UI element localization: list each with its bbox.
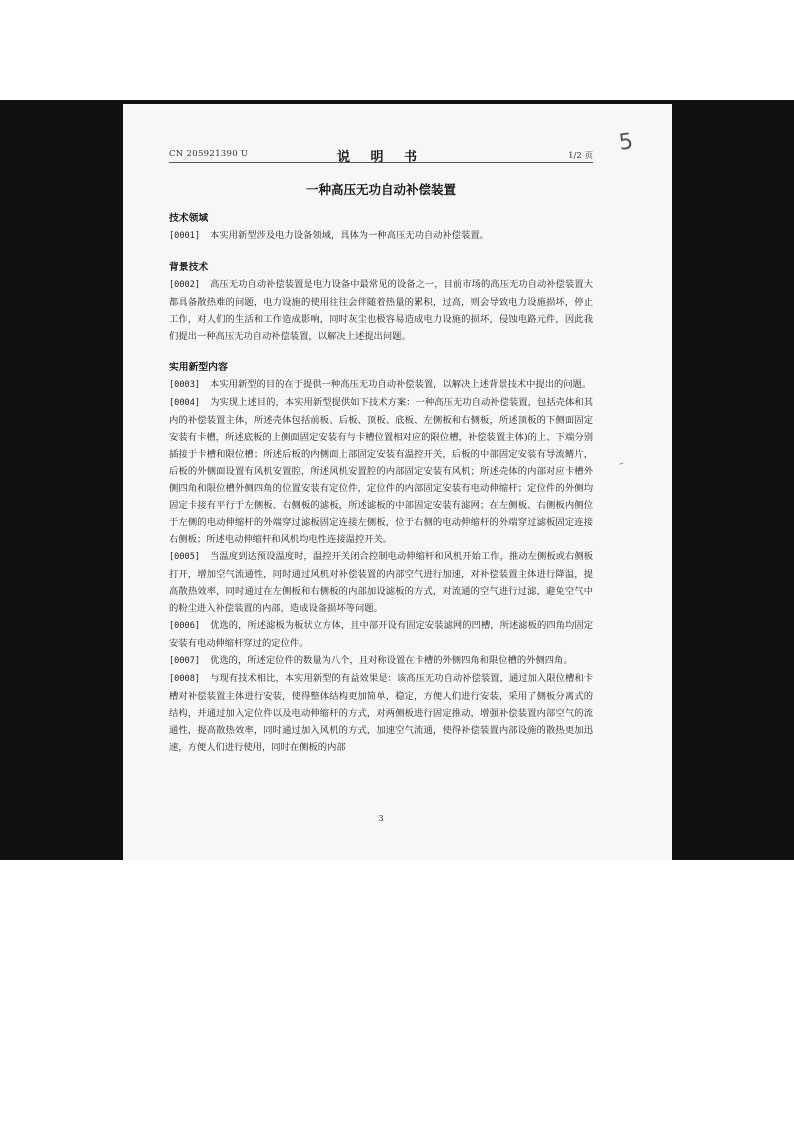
paragraph-text: 本实用新型的目的在于提供一种高压无功自动补偿装置，以解决上述背景技术中提出的问题。 (210, 379, 592, 390)
document-body (169, 210, 593, 756)
scanned-page-frame (0, 100, 794, 860)
paragraph-number: [0001] (169, 231, 201, 241)
paragraph (169, 670, 593, 756)
paragraph-number: [0005] (169, 552, 201, 562)
paragraph-number: [0004] (169, 398, 201, 408)
paragraph-number: [0006] (169, 621, 201, 631)
section-heading: 背景技术 (169, 262, 209, 273)
paragraph-number: [0003] (169, 380, 201, 390)
paragraph (169, 276, 593, 345)
paragraph-number: [0008] (169, 674, 201, 684)
scan-border-right (672, 100, 794, 860)
paragraph (169, 227, 593, 245)
page-header (169, 146, 593, 165)
paragraph-text: 优选的，所述定位件的数量为八个，且对称设置在卡槽的外侧四角和限位槽的外侧四角。 (210, 655, 573, 666)
scan-border-left (0, 100, 123, 860)
section-heading: 实用新型内容 (169, 362, 228, 373)
paragraph (169, 376, 593, 394)
handwritten-page-mark: 5 (617, 129, 635, 156)
document-type-title: 说 明 书 (336, 150, 426, 165)
page-number: 3 (378, 814, 384, 824)
paragraph-number: [0002] (169, 280, 201, 290)
paragraph-text: 优选的，所述滤板为板状立方体，且中部开设有固定安装滤网的凹槽，所述滤板的四角均固定安装有电动伸缩杆穿过的定位件。 (169, 620, 593, 649)
patent-title: 一种高压无功自动补偿装置 (305, 182, 456, 197)
paragraph-text: 与现有技术相比，本实用新型的有益效果是：该高压无功自动补偿装置，通过加入限位槽和卡槽对补偿装置主体进行安装，使得整体结构更加简单，稳定，方便人们进行安装，采用了侧板分离式的结构，并通过加入定位件以及电动伸缩杆的方式，对两侧板进行固定推动，增强补偿装置内部空气的流通性，提高散热效率，同时通过加入风机的方式，加速空气流通，使得补偿装置内部设施的散热更加迅速，方便人们进行使用，同时在侧板的内部 (169, 673, 593, 753)
paragraph-text: 本实用新型涉及电力设备领域，具体为一种高压无功自动补偿装置。 (210, 230, 489, 241)
page-indicator: 1/2 页 (568, 151, 593, 161)
section-heading: 技术领域 (169, 213, 209, 224)
paragraph-text: 高压无功自动补偿装置是电力设备中最常见的设备之一，目前市场的高压无功自动补偿装置大都具备散热难的问题，电力设施的使用往往会伴随着热量的累积，过高，则会导致电力设施损坏，停止工作，对人们的生活和工作造成影响，同时灰尘也极容易造成电力设施的损坏，侵蚀电路元件，因此我们提出一种高压无功自动补偿装置，以解决上述提出问题。 (169, 279, 593, 342)
publication-number: CN 205921390 U (169, 149, 249, 159)
document-sheet (123, 104, 672, 860)
paragraph (169, 617, 593, 652)
paragraph (169, 394, 593, 548)
paragraph (169, 652, 593, 670)
paragraph-text: 当温度到达预设温度时，温控开关闭合控制电动伸缩杆和风机开始工作，推动左侧板或右侧板打开，增加空气流通性，同时通过风机对补偿装置的内部空气进行加速，对补偿装置主体进行降温，提高散热效率，同时通过在左侧板和右侧板的内部加设滤板的方式，对流通的空气进行过滤，避免空气中的粉尘进入补偿装置的内部，造成设备损坏等问题。 (169, 551, 593, 614)
paragraph (169, 548, 593, 617)
header-divider (169, 162, 593, 163)
scan-speck (619, 462, 624, 467)
paragraph-number: [0007] (169, 656, 201, 666)
paragraph-text: 为实现上述目的，本实用新型提供如下技术方案：一种高压无功自动补偿装置，包括壳体和其内的补偿装置主体，所述壳体包括前板、后板、顶板、底板、左侧板和右侧板，所述顶板的下侧面固定安装有卡槽，所述底板的上侧面固定安装有与卡槽位置相对应的限位槽，补偿装置主体)的上、下端分别插接于卡槽和限位槽；所述后板的内侧面上部固定安装有温控开关，后板的中部固定安装有导流鳍片，后板的外侧面设置有风机安置腔，所述风机安置腔的内部固定安装有风机；所述壳体的内部对应卡槽外侧四角和限位槽外侧四角的位置安装有定位件，定位件的内部固定安装有电动伸缩杆；定位件的外侧均固定卡接有平行于左侧板、右侧板的滤板，所述滤板的中部固定安装有滤网；在左侧板、右侧板内侧位于左侧的电动伸缩杆的外端穿过滤板固定连接左侧板，位于右侧的电动伸缩杆的外端穿过滤板固定连接右侧板；所述电动伸缩杆和风机均电性连接温控开关。 (169, 397, 593, 545)
